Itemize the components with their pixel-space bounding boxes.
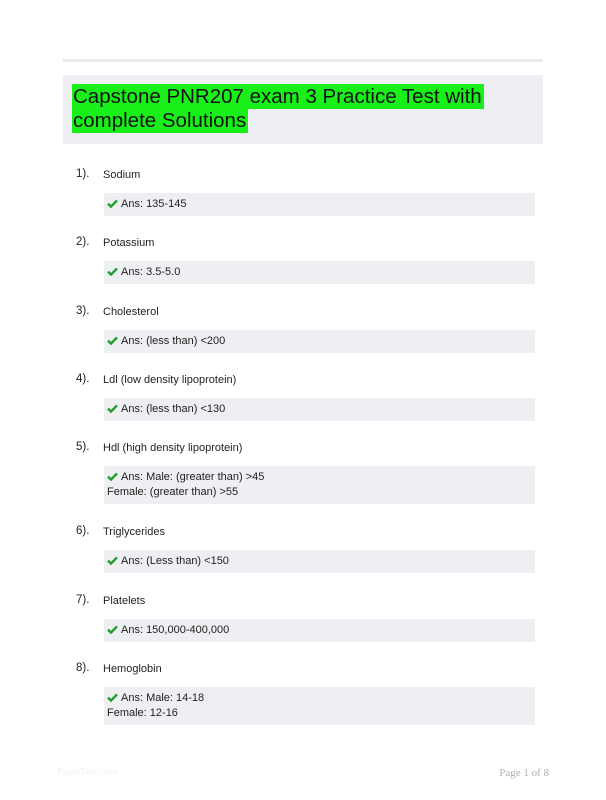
question-text: Ldl (low density lipoprotein) [103,374,237,386]
answer-text: Ans: (less than) <130 [121,403,226,415]
answer-text: Ans: Male: 14-18 [121,692,205,704]
answer-text: Ans: 150,000-400,000 [121,624,230,636]
question-text: Sodium [103,169,141,181]
answer-box [104,261,535,284]
answer-text: Ans: 135-145 [121,198,187,210]
question-text: Platelets [103,595,146,607]
title-line-2: complete Solutions [73,109,247,132]
answer-text: Ans: Male: (greater than) >45 [121,471,265,483]
answer-text: Ans: (Less than) <150 [121,555,229,567]
check-icon [107,472,118,481]
question-number: 7). [76,594,90,606]
answer-text-line-2: Female: (greater than) >55 [107,486,239,498]
title-line-1: Capstone PNR207 exam 3 Practice Test with [73,85,482,108]
question-number: 8). [76,662,90,674]
answer-text: Ans: (less than) <200 [121,335,226,347]
answer-box [104,193,535,216]
question-number: 2). [76,236,90,248]
answer-box [104,466,535,504]
answer-box [104,330,535,353]
question-text: Potassium [103,237,155,249]
question-number: 3). [76,305,90,317]
question-number: 4). [76,373,90,385]
check-icon [107,199,118,208]
question-number: 1). [76,168,90,180]
answer-box [104,550,535,573]
title-banner [63,75,543,144]
answer-text: Ans: 3.5-5.0 [121,266,181,278]
check-icon [107,625,118,634]
answer-box [104,619,535,642]
check-icon [107,404,118,413]
question-text: Triglycerides [103,526,165,538]
answer-text-line-2: Female: 12-16 [107,707,178,719]
question-number: 5). [76,441,90,453]
page-title [72,85,512,133]
check-icon [107,693,118,702]
question-number: 6). [76,525,90,537]
question-text: Hemoglobin [103,663,162,675]
top-divider [63,59,543,62]
check-icon [107,267,118,276]
footer-watermark: PaperTnic.com [57,767,118,778]
answer-box [104,398,535,421]
check-icon [107,336,118,345]
page-indicator: Page 1 of 8 [499,767,549,779]
answer-box [104,687,535,725]
question-text: Cholesterol [103,306,159,318]
question-text: Hdl (high density lipoprotein) [103,442,243,454]
check-icon [107,556,118,565]
